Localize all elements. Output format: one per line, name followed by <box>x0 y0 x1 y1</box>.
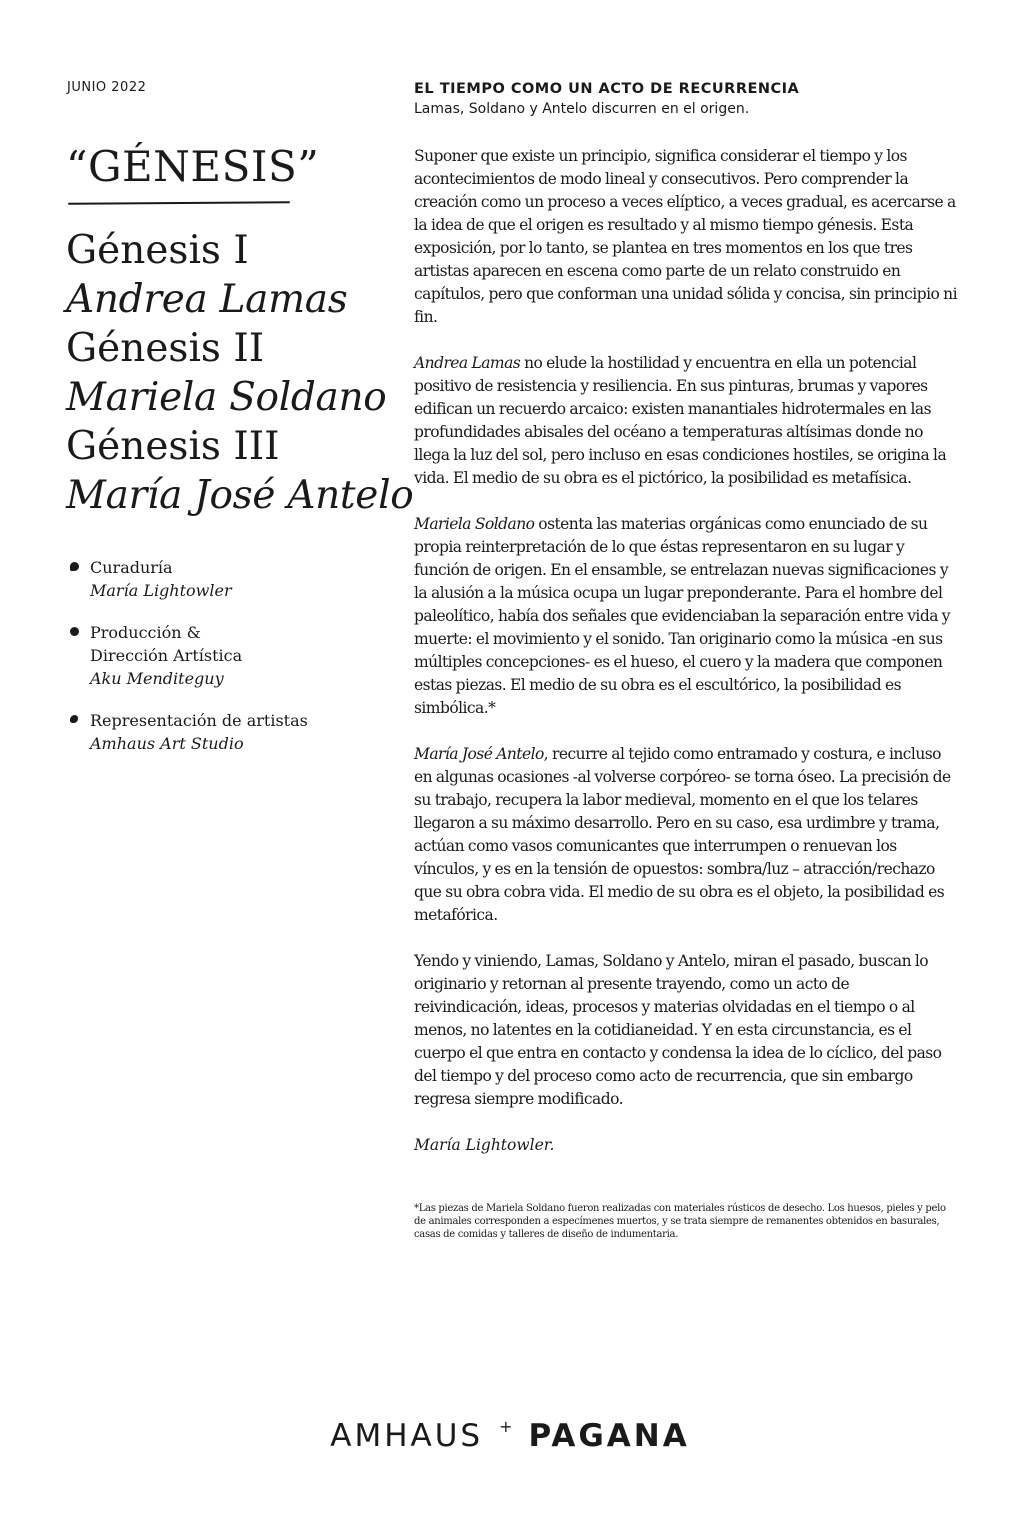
credit-name: María Lightowler <box>90 581 232 600</box>
genesis-artist: Mariela Soldano <box>66 375 387 420</box>
credit-role: Curaduría <box>90 558 173 577</box>
genesis-list <box>66 226 413 520</box>
artist-name: Mariela Soldano <box>414 515 535 533</box>
title-underline <box>68 201 290 205</box>
footnote: *Las piezas de Mariela Soldano fueron realizadas con materiales rústicos de desecho. Los huesos, pieles y pelo de animales corresponden a especímenes muertos, y se trata siempre de remanentes obtenidos en basurales, casas de comidas y talleres de diseño de indumentaria. <box>414 1203 946 1240</box>
bullet-icon <box>70 715 78 723</box>
essay-paragraph <box>414 352 959 490</box>
credit-name: Amhaus Art Studio <box>90 734 244 753</box>
genesis-artist: María José Antelo <box>66 473 414 518</box>
pagana-logo: PAGANA <box>528 1418 690 1454</box>
essay-paragraph <box>414 513 959 720</box>
artist-name: María José Antelo <box>414 745 544 763</box>
exhibition-title: “GÉNESIS” <box>66 142 320 191</box>
genesis-artist: Andrea Lamas <box>66 277 348 322</box>
genesis-chapter: Génesis I <box>66 228 249 273</box>
genesis-chapter: Génesis III <box>66 424 280 469</box>
credit-representacion <box>70 709 308 755</box>
footer-logos <box>0 1418 1020 1454</box>
artist-name: Andrea Lamas <box>414 354 521 372</box>
essay-signature: María Lightowler. <box>414 1136 555 1154</box>
credit-role: Producción & <box>90 623 201 642</box>
credit-name: Aku Menditeguy <box>90 669 224 688</box>
bullet-icon <box>70 627 79 636</box>
plus-sign: + <box>499 1417 513 1436</box>
bullet-icon <box>70 562 79 571</box>
amhaus-logo: AMHAUS <box>330 1418 484 1454</box>
exhibition-date: JUNIO 2022 <box>67 80 147 95</box>
paragraph-text: , recurre al tejido como entramado y costura, e incluso en algunas ocasiones -al volverse corpóreo- se torna óseo. La precisión de su trabajo, recupera la labor medieval, momento en el que los telares llegaron a su máximo desarrollo. Pero en su caso, esa urdimbre y trama, actúan como vasos comunicantes que interrumpen o renuevan los vínculos, y es en la tensión de opuestos: sombra/luz – atracción/rechazo que su obra cobra vida. El medio de su obra es el objeto, la posibilidad es metafórica. <box>414 745 951 924</box>
curatorial-essay <box>414 79 959 1241</box>
essay-heading: EL TIEMPO COMO UN ACTO DE RECURRENCIA <box>414 81 800 97</box>
paragraph-text: ostenta las materias orgánicas como enunciado de su propia reinterpretación de lo que éstas representaron en su lugar y función de origen. En el ensamble, se entrelazan nuevas significaciones y la alusión a la música ocupa un lugar preponderante. Para el hombre del paleolítico, había dos señales que evidenciaban la separación entre vida y muerte: el movimiento y el sonido. Tan originario como la música -en sus múltiples concepciones- es el hueso, el cuero y la madera que componen estas piezas. El medio de su obra es el escultórico, la posibilidad es simbólica.* <box>414 515 950 717</box>
credit-curaduria <box>70 556 232 602</box>
essay-paragraph: Yendo y viniendo, Lamas, Soldano y Antelo, miran el pasado, buscan lo originario y retornan al presente trayendo, como un acto de reivindicación, ideas, procesos y materias olvidadas en el tiempo o al menos, no latentes en la cotidianeidad. Y en esta circunstancia, es el cuerpo el que entra en contacto y condensa la idea de lo cíclico, del paso del tiempo y del proceso como acto de recurrencia, que sin embargo regresa siempre modificado. <box>414 952 942 1108</box>
essay-subheading: Lamas, Soldano y Antelo discurren en el origen. <box>414 101 750 117</box>
credit-role: Dirección Artística <box>90 646 243 665</box>
genesis-chapter: Génesis II <box>66 326 265 371</box>
essay-paragraph <box>414 743 959 927</box>
credit-produccion <box>70 621 242 690</box>
credit-role: Representación de artistas <box>90 711 308 730</box>
essay-paragraph: Suponer que existe un principio, significa considerar el tiempo y los acontecimientos de modo lineal y consecutivos. Pero comprender la creación como un proceso a veces elíptico, a veces gradual, es acercarse a la idea de que el origen es resultado y al mismo tiempo génesis. Esta exposición, por lo tanto, se plantea en tres momentos en los que tres artistas aparecen en escena como parte de un relato construido en capítulos, pero que conforman una unidad sólida y concisa, sin principio ni fin. <box>414 147 957 326</box>
paragraph-text: no elude la hostilidad y encuentra en ella un potencial positivo de resistencia y resiliencia. En sus pinturas, brumas y vapores edifican un recuerdo arcaico: existen manantiales hidrotermales en las profundidades abisales del océano a temperaturas altísimas donde no llega la luz del sol, pero incluso en esas condiciones hostiles, se origina la vida. El medio de su obra es el pictórico, la posibilidad es metafísica. <box>414 354 947 487</box>
